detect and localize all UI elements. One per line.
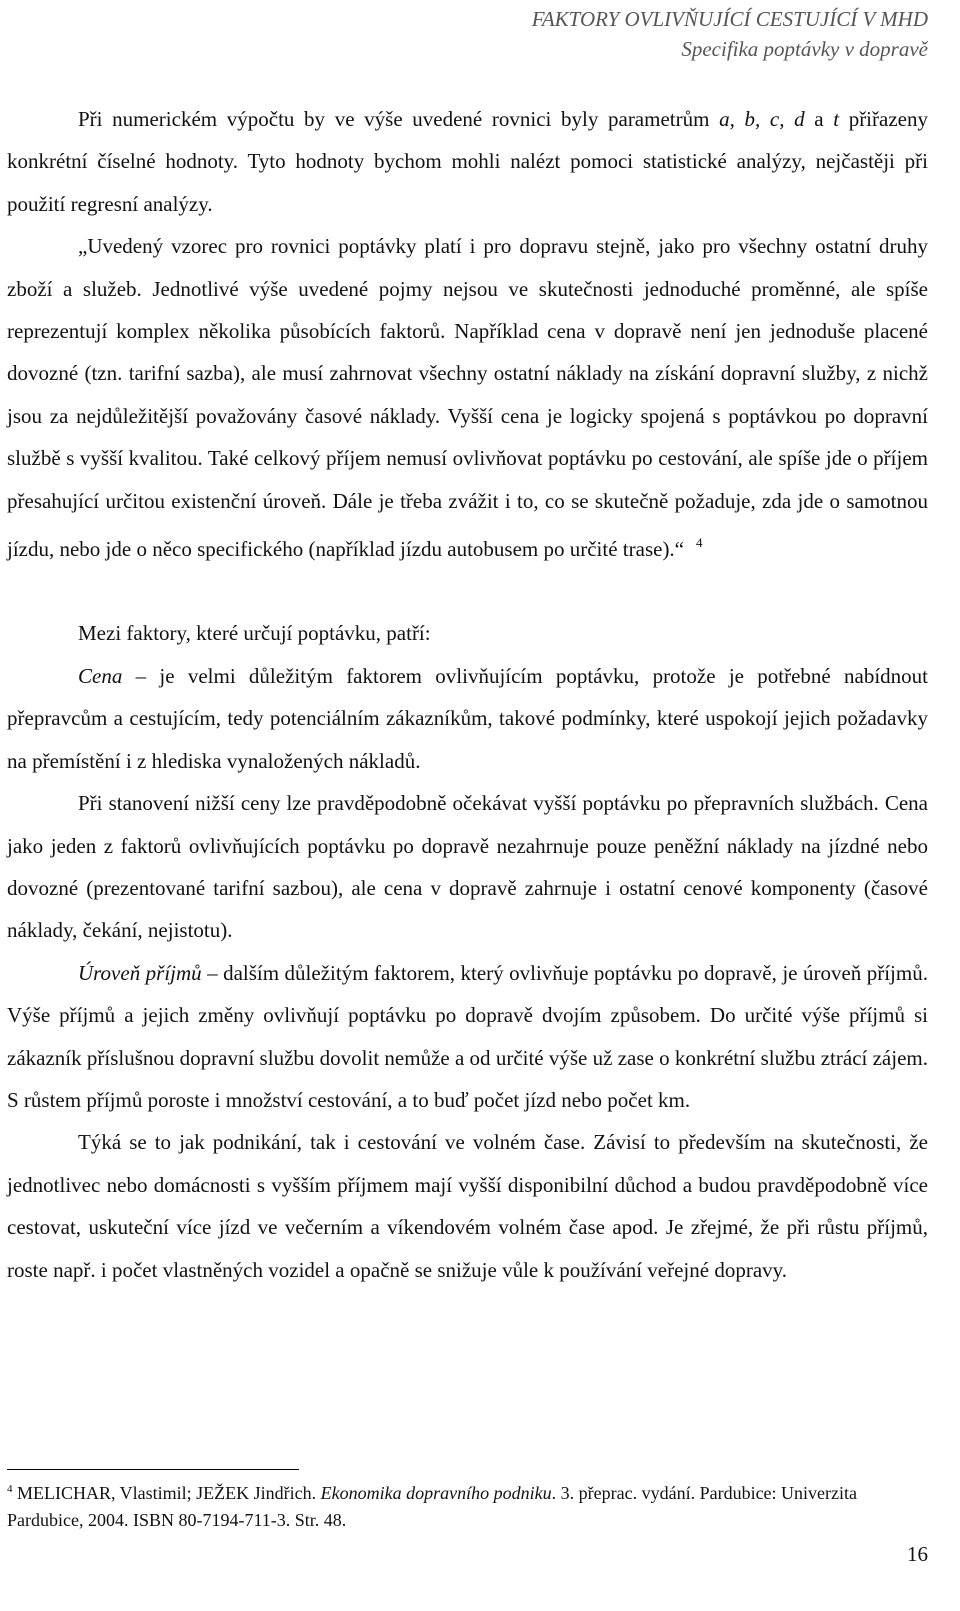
footnote-reference[interactable]: 4: [696, 535, 703, 551]
running-header: [532, 4, 928, 64]
variable-list: a, b, c, d: [719, 107, 805, 131]
page-number: 16: [907, 1542, 928, 1566]
paragraph-business-leisure: Týká se to jak podnikání, tak i cestování ve volném čase. Závisí to především na skutečnosti, že jednotlivec nebo domácnosti s vyšším příjmem mají vyšší disponibilní důchod a budou pravděpodobně více cestovat, uskuteční více jízd ve večerním a víkendovém volném čase apod. Je zřejmé, že při růstu příjmů, roste např. i počet vlastněných vozidel a opačně se snižuje vůle k používání veřejné dopravy.: [7, 1130, 928, 1282]
footnote: [7, 1476, 928, 1534]
header-chapter-title: FAKTORY OVLIVŇUJÍCÍ CESTUJÍCÍ V MHD: [531, 7, 928, 31]
paragraph-lower-price: Při stanovení nižší ceny lze pravděpodobně očekávat vyšší poptávku po přepravních službách. Cena jako jeden z faktorů ovlivňujících poptávku po dopravě nezahrnuje pouze peněžní náklady na jízdné nebo dovozné (prezentované tarifní sazbou), ale cena v dopravě zahrnuje i ostatní cenové komponenty (časové náklady, čekání, nejistotu).: [7, 791, 928, 943]
paragraph-income-level: Úroveň příjmů – dalším důležitým faktorem, který ovlivňuje poptávku po dopravě, je úroveň příjmů. Výše příjmů a jejich změny ovlivňují poptávku po dopravě dvojím způsobem. Do určité výše příjmů si zákazník příslušnou dopravní službu dovolit nemůže a od určité výše už zase o konkrétní službu ztrácí zájem. S růstem příjmů poroste i množství cestování, a to buď počet jízd nebo počet km.: [7, 960, 928, 1112]
footnote-authors: MELICHAR, Vlastimil; JEŽEK Jindřich.: [12, 1483, 321, 1503]
footnote-publication: . 3. přeprac. vydání. Pardubice: Univerzita Pardubice, 2004. ISBN 80-7194-711-3. Str. 48.: [7, 1483, 858, 1530]
footnote-divider: [7, 1469, 299, 1470]
header-section-title: Specifika poptávky v dopravě: [681, 37, 928, 61]
variable-t: t: [833, 107, 840, 131]
paragraph-factors-intro: Mezi faktory, které určují poptávku, patří:: [78, 621, 431, 646]
paragraph-numeric-calculation: Při numerickém výpočtu by ve výše uvedené rovnici byly parametrům a, b, c, d a t přiřazeny konkrétní číselné hodnoty. Tyto hodnoty bychom mohli nalézt pomoci statistické analýzy, nejčastěji při použití regresní analýzy.: [7, 107, 928, 216]
paragraph-price: Cena – je velmi důležitým faktorem ovlivňujícím poptávku, protože je potřebné nabídnout přepravcům a cestujícím, tedy potenciálním zákazníkům, takové podmínky, které uspokojí jejich požadavky na přemístění i z hlediska vynaložených nákladů.: [7, 663, 928, 773]
footnote-book-title: Ekonomika dopravního podniku: [320, 1483, 552, 1503]
footnote-marker: 4: [7, 1483, 13, 1495]
term-income-level: Úroveň příjmů: [78, 960, 202, 985]
term-price: Cena: [78, 663, 123, 688]
page-body: [7, 98, 928, 1291]
paragraph-quotation: „Uvedený vzorec pro rovnici poptávky platí i pro dopravu stejně, jako pro všechny ostatní druhy zboží a služeb. Jednotlivé výše uvedené pojmy nejsou ve skutečnosti jednoduché proměnné, ale spíše reprezentují komplex několika působících faktorů. Například cena v dopravě není jen jednoduše placené dovozné (tzn. tarifní sazba), ale musí zahrnovat všechny ostatní náklady na získání dopravní služby, z nichž jsou za nejdůležitější považovány časové náklady. Vyšší cena je logicky spojená s poptávkou po dopravní službě s vyšší kvalitou. Také celkový příjem nemusí ovlivňovat poptávku po cestování, ale spíše jde o příjem přesahující určitou existenční úroveň. Dále je třeba zvážit i to, co se skutečně požaduje, zda jde o samotnou jízdu, nebo jde o něco specifického (například jízdu autobusem po určité trase).“ $^4$: [7, 234, 928, 562]
